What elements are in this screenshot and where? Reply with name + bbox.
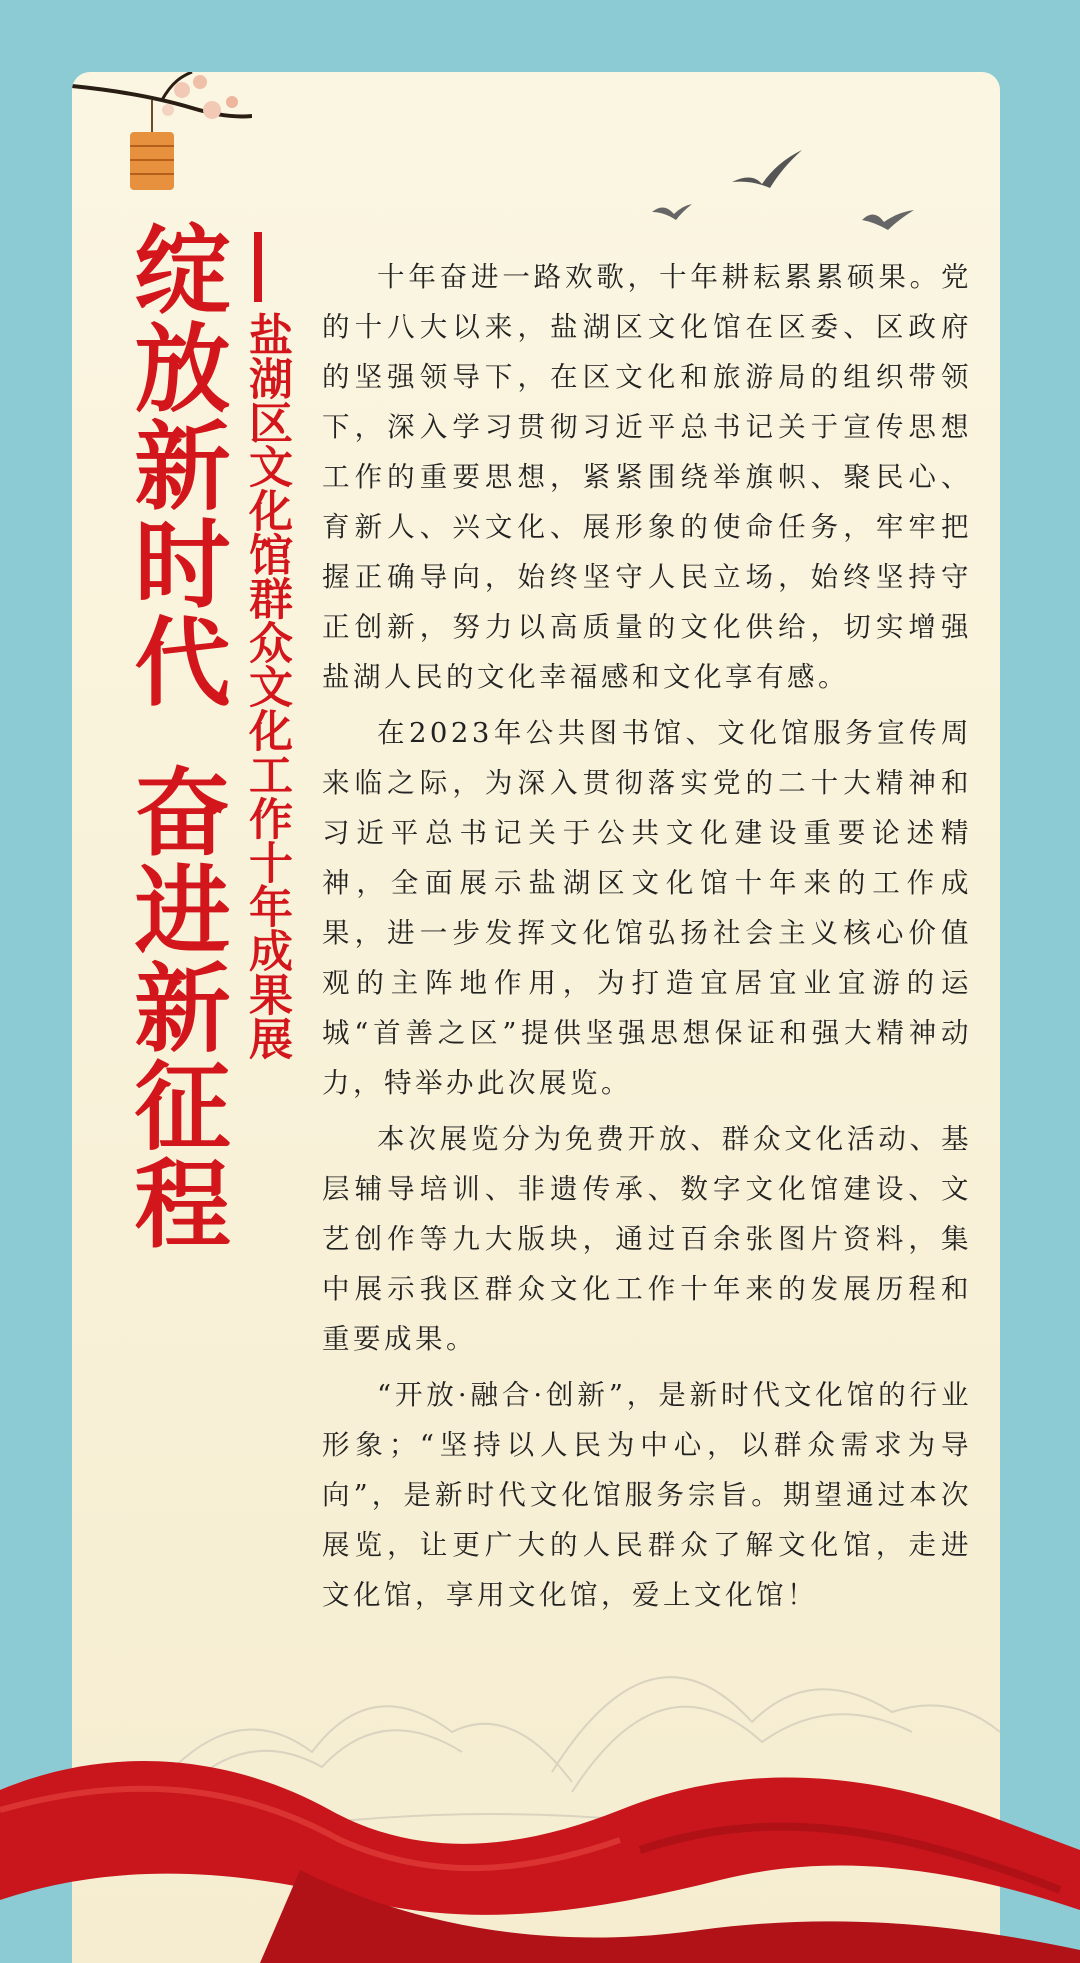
title-line-2: 奋进新征程 (119, 762, 231, 1252)
body-text (322, 252, 972, 1626)
subtitle-dash (254, 232, 262, 302)
title-line-1: 绽放新时代 (119, 220, 231, 710)
poster-panel (72, 72, 1000, 1963)
plum-branch-icon (72, 72, 252, 222)
red-ribbon (0, 1700, 1080, 1963)
paragraph-1: 十年奋进一路欢歌，十年耕耘累累硕果。党的十八大以来，盐湖区文化馆在区委、区政府的坚强领导下，在区文化和旅游局的组织带领下，深入学习贯彻习近平总书记关于宣传思想工作的重要思想，紧紧围绕举旗帜、聚民心、育新人、兴文化、展形象的使命任务，牢牢把握正确导向，始终坚守人民立场，始终坚持守正创新，努力以高质量的文化供给，切实增强盐湖人民的文化幸福感和文化享有感。 (322, 261, 972, 693)
paragraph-3: 本次展览分为免费开放、群众文化活动、基层辅导培训、非遗传承、数字文化馆建设、文艺创作等九大版块，通过百余张图片资料，集中展示我区群众文化工作十年来的发展历程和重要成果。 (322, 1123, 972, 1355)
main-title (120, 220, 230, 1450)
paragraph-2: 在2023年公共图书馆、文化馆服务宣传周来临之际，为深入贯彻落实党的二十大精神和习近平总书记关于公共文化建设重要论述精神，全面展示盐湖区文化馆十年来的工作成果，进一步发挥文化馆弘扬社会主义核心价值观的主阵地作用，为打造宜居宜业宜游的运城“首善之区”提供坚强思想保证和强大精神动力，特举办此次展览。 (322, 717, 972, 1099)
bird-icon (652, 102, 952, 242)
paragraph-4: “开放·融合·创新”，是新时代文化馆的行业形象；“坚持以人民为中心，以群众需求为导向”，是新时代文化馆服务宗旨。期望通过本次展览，让更广大的人民群众了解文化馆，走进文化馆，享用文化馆，爱上文化馆！ (322, 1379, 972, 1611)
subtitle: 盐湖区文化馆群众文化工作十年成果展 (241, 312, 292, 1060)
